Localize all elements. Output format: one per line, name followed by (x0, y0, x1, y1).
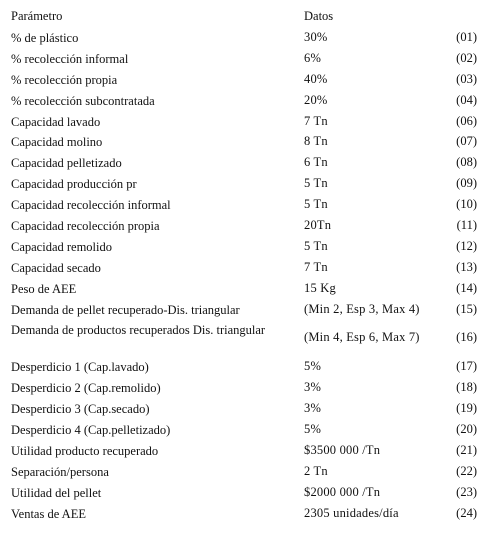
parameter-value: 15 Kg (304, 280, 336, 295)
table-row (0, 216, 493, 237)
parameter-number: (03) (456, 71, 477, 86)
table-row (0, 132, 493, 153)
parameter-number: (09) (456, 176, 477, 191)
parameter-value: 7 Tn (304, 259, 328, 274)
parameter-value: 30% (304, 30, 328, 44)
parameter-value: 20% (304, 92, 328, 107)
table-row (0, 441, 493, 462)
table-row (0, 357, 493, 378)
parameter-name: % de plástico (11, 31, 79, 45)
parameter-name: Capacidad producción pr (11, 177, 137, 192)
parameter-value: 5% (304, 422, 322, 437)
table-body (0, 28, 493, 525)
parameter-number: (20) (456, 422, 477, 437)
parameter-value: 2 Tn (304, 463, 328, 478)
table-row (0, 28, 493, 49)
parameter-name: Demanda de pellet recuperado-Dis. triangular (11, 302, 240, 317)
parameter-name: Capacidad recolección propia (11, 219, 160, 234)
parameter-number: (18) (456, 380, 477, 395)
table-row (0, 174, 493, 195)
table-header (0, 9, 493, 27)
parameter-name: Desperdicio 1 (Cap.lavado) (11, 360, 149, 375)
parameter-number: (23) (456, 484, 477, 499)
parameter-name: Capacidad pelletizado (11, 156, 122, 171)
parameter-number: (24) (456, 505, 477, 520)
parameter-value: 8 Tn (304, 134, 328, 149)
column-header-data: Datos (304, 9, 334, 23)
parameter-value: $2000 000 /Tn (304, 484, 381, 499)
parameter-number: (01) (456, 30, 477, 44)
parameter-value: $3500 000 /Tn (304, 443, 381, 458)
parameter-name: Capacidad molino (11, 135, 103, 150)
parameter-name: Desperdicio 4 (Cap.pelletizado) (11, 423, 171, 438)
table-row (0, 237, 493, 258)
parameter-number: (06) (456, 113, 477, 128)
parameter-number: (08) (456, 155, 477, 170)
parameter-number: (21) (456, 443, 477, 458)
table-row (0, 70, 493, 91)
table-row (0, 300, 493, 321)
parameter-number: (14) (456, 280, 477, 295)
parameter-value: (Min 4, Esp 6, Max 7) (304, 330, 420, 345)
parameter-name: Capacidad recolección informal (11, 198, 171, 213)
parameter-number: (16) (456, 330, 477, 345)
parameter-number: (19) (456, 401, 477, 416)
parameter-number: (12) (456, 238, 477, 253)
table-row (0, 504, 493, 525)
table-row (0, 483, 493, 504)
parameter-value: 5 Tn (304, 176, 328, 191)
parameter-name: % recolección subcontratada (11, 93, 155, 108)
parameter-name: Desperdicio 2 (Cap.remolido) (11, 381, 161, 396)
parameter-number: (13) (456, 259, 477, 274)
table-row (0, 153, 493, 174)
parameter-name: Capacidad remolido (11, 239, 113, 254)
column-header-parameter: Parámetro (11, 9, 63, 23)
table-row (0, 462, 493, 483)
table-row (0, 49, 493, 70)
parameter-name: % recolección informal (11, 51, 129, 66)
parameter-number: (07) (456, 134, 477, 149)
parameter-number: (04) (456, 92, 477, 107)
parameter-number: (10) (456, 197, 477, 212)
parameter-number: (15) (456, 301, 477, 316)
parameter-value: 6 Tn (304, 155, 328, 170)
table-row (0, 112, 493, 133)
parameter-value: 40% (304, 71, 328, 86)
parameter-value: (Min 2, Esp 3, Max 4) (304, 301, 420, 316)
parameter-number: (22) (456, 463, 477, 478)
table-row (0, 258, 493, 279)
parameter-value: 5 Tn (304, 238, 328, 253)
parameter-name: % recolección propia (11, 72, 118, 87)
parameter-value: 6% (304, 50, 322, 65)
parameter-number: (17) (456, 359, 477, 374)
table-row (0, 320, 493, 357)
parameter-value: 3% (304, 380, 322, 395)
parameter-name: Utilidad producto recuperado (11, 444, 159, 459)
parameter-value: 7 Tn (304, 113, 328, 128)
table-row (0, 195, 493, 216)
parameter-name: Peso de AEE (11, 281, 77, 296)
parameter-value: 5 Tn (304, 197, 328, 212)
parameter-value: 3% (304, 401, 322, 416)
parameter-value: 2305 unidades/día (304, 505, 399, 520)
table-row (0, 420, 493, 441)
parameter-name: Desperdicio 3 (Cap.secado) (11, 402, 150, 417)
table-row (0, 378, 493, 399)
parameter-name: Demanda de productos recuperados Dis. triangular (11, 323, 266, 338)
table-row (0, 399, 493, 420)
parameter-number: (02) (456, 50, 477, 65)
parameter-name: Ventas de AEE (11, 506, 86, 521)
parameter-name: Capacidad lavado (11, 114, 101, 129)
parameter-value: 20Tn (304, 218, 332, 233)
parameter-name: Utilidad del pellet (11, 485, 102, 500)
parameter-name: Separación/persona (11, 464, 109, 479)
parameter-value: 5% (304, 359, 322, 374)
parameter-name: Capacidad secado (11, 260, 101, 275)
parameter-number: (11) (456, 218, 477, 233)
table-row (0, 279, 493, 300)
table-row (0, 91, 493, 112)
